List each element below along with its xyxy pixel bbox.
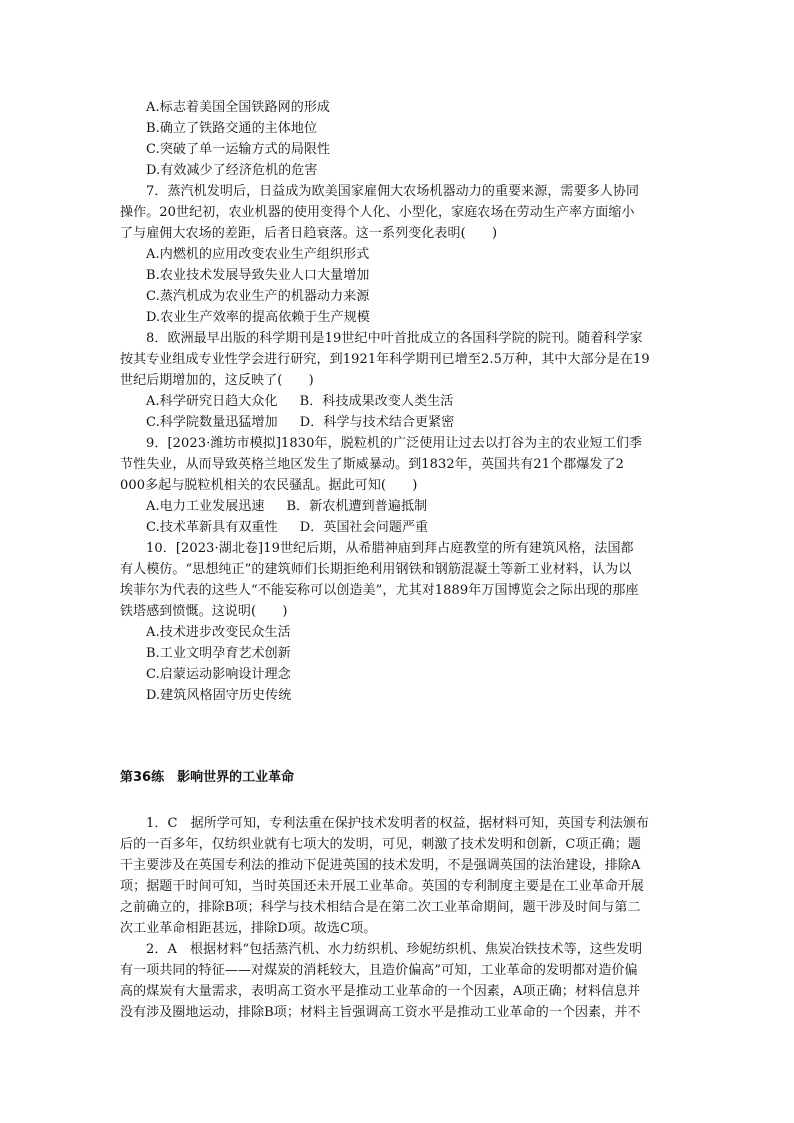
q10-option-b: B.工业文明孕育艺术创新 bbox=[146, 646, 291, 661]
q7-option-b: B.农业技术发展导致失业人口大量增加 bbox=[146, 268, 370, 283]
q9-option-b: B．新农机遭到普遍抵制 bbox=[286, 499, 428, 514]
q10-stem-line: 埃菲尔为代表的这些人“不能妄称可以创造美”，尤其对1889年万国博览会之际出现的那座 bbox=[120, 583, 639, 598]
q6-option-a: A.标志着美国全国铁路网的形成 bbox=[146, 100, 331, 115]
q8-options-row bbox=[146, 413, 454, 434]
q7-option-a: A.内燃机的应用改变农业生产组织形式 bbox=[146, 247, 370, 262]
q9-options-row bbox=[146, 518, 428, 539]
q9-stem-line: 节性失业，从而导致英格兰地区发生了斯威暴动。到1832年，英国共有21个郡爆发了2 bbox=[120, 457, 624, 472]
q10-option-c: C.启蒙运动影响设计理念 bbox=[146, 667, 291, 682]
q7-option-c: C.蒸汽机成为农业生产的机器动力来源 bbox=[146, 289, 370, 304]
answer-2-line: 高的煤炭有大量需求，表明高工资水平是推动工业革命的一个因素，A项正确；材料信息并 bbox=[120, 984, 641, 999]
q8-option-b: B．科技成果改变人类生活 bbox=[299, 394, 454, 409]
q7-option-d: D.农业生产效率的提高依赖于生产规模 bbox=[146, 310, 370, 325]
q10-stem-line: 有人模仿。“思想纯正”的建筑师们长期拒绝利用钢铁和钢筋混凝土等新工业材料，认为以 bbox=[120, 562, 632, 577]
q7-stem-line: 了与雇佣大农场的差距，后者日趋衰落。这一系列变化表明( ) bbox=[120, 226, 498, 241]
q6-option-b: B.确立了铁路交通的主体地位 bbox=[146, 121, 318, 136]
q8-stem-line: 世纪后期增加的，这反映了( ) bbox=[120, 373, 314, 388]
q8-stem-line: 8．欧洲最早出版的科学期刊是19世纪中叶首批成立的各国科学院的院刊。随着科学家 bbox=[146, 331, 643, 346]
answer-2-line: 2．A 根据材料“包括蒸汽机、水力纺织机、珍妮纺织机、焦炭冶铁技术等，这些发明 bbox=[146, 942, 643, 957]
q7-stem-line: 7．蒸汽机发明后，日益成为欧美国家雇佣大农场机器动力的重要来源，需要多人协同 bbox=[146, 184, 640, 199]
q8-stem-line: 按其专业组成专业性学会进行研究，到1921年科学期刊已增至2.5万种，其中大部分是在19 bbox=[120, 352, 650, 367]
q9-stem-line: 9．[2023·潍坊市模拟]1830年，脱粒机的广泛使用让过去以打谷为主的农业短工们季 bbox=[146, 436, 643, 451]
q8-option-d: D．科学与技术结合更紧密 bbox=[299, 415, 455, 430]
q9-option-c: C.技术革新具有双重性 bbox=[146, 520, 278, 535]
q8-option-a: A.科学研究日趋大众化 bbox=[146, 394, 278, 409]
q10-option-a: A.技术进步改变民众生活 bbox=[146, 625, 291, 640]
q9-option-d: D．英国社会问题严重 bbox=[299, 520, 429, 535]
q9-stem-line: 000多起与脱粒机相关的农民骚乱。据此可知( ) bbox=[120, 478, 418, 493]
q10-stem-line: 铁塔感到愤慨。这说明( ) bbox=[120, 604, 288, 619]
q9-option-a: A.电力工业发展迅速 bbox=[146, 499, 265, 514]
answer-2-line: 没有涉及圈地运动，排除B项；材料主旨强调高工资水平是推动工业革命的一个因素，并不 bbox=[120, 1005, 641, 1020]
q6-option-d: D.有效减少了经济危机的危害 bbox=[146, 163, 318, 178]
q8-option-c: C.科学院数量迅猛增加 bbox=[146, 415, 278, 430]
answer-1-line: 干主要涉及在英国专利法的推动下促进英国的技术发明，不是强调英国的法治建设，排除A bbox=[120, 858, 641, 873]
answer-1-line: 项；据题干时间可知，当时英国还未开展工业革命。英国的专利制度主要是在工业革命开展 bbox=[120, 879, 645, 894]
q6-option-c: C.突破了单一运输方式的局限性 bbox=[146, 142, 331, 157]
q7-stem-line: 操作。20世纪初，农业机器的使用变得个人化、小型化，家庭农场在劳动生产率方面缩小 bbox=[120, 205, 635, 220]
answer-2-line: 有一项共同的特征——对煤炭的消耗较大，且造价偏高”可知，工业革命的发明都对造价偏 bbox=[120, 963, 638, 978]
answers-section-title: 第36练 影响世界的工业革命 bbox=[120, 770, 295, 785]
answer-1-line: 之前确立的，排除B项；科学与技术相结合是在第二次工业革命期间，题干涉及时间与第二 bbox=[120, 900, 641, 915]
q10-option-d: D.建筑风格固守历史传统 bbox=[146, 688, 292, 703]
q9-options-row bbox=[146, 497, 427, 518]
answer-1-line: 1．C 据所学可知，专利法重在保护技术发明者的权益，据材料可知，英国专利法颁布 bbox=[146, 816, 650, 831]
q10-stem-line: 10．[2023·湖北卷]19世纪后期，从希腊神庙到拜占庭教堂的所有建筑风格，法国都 bbox=[146, 541, 634, 556]
answer-1-line: 后的一百多年，仅纺织业就有七项大的发明，可见，刺激了技术发明和创新，C项正确；题 bbox=[120, 837, 641, 852]
answer-1-line: 次工业革命相距甚远，排除D项。故选C项。 bbox=[120, 921, 377, 936]
q8-options-row bbox=[146, 392, 453, 413]
